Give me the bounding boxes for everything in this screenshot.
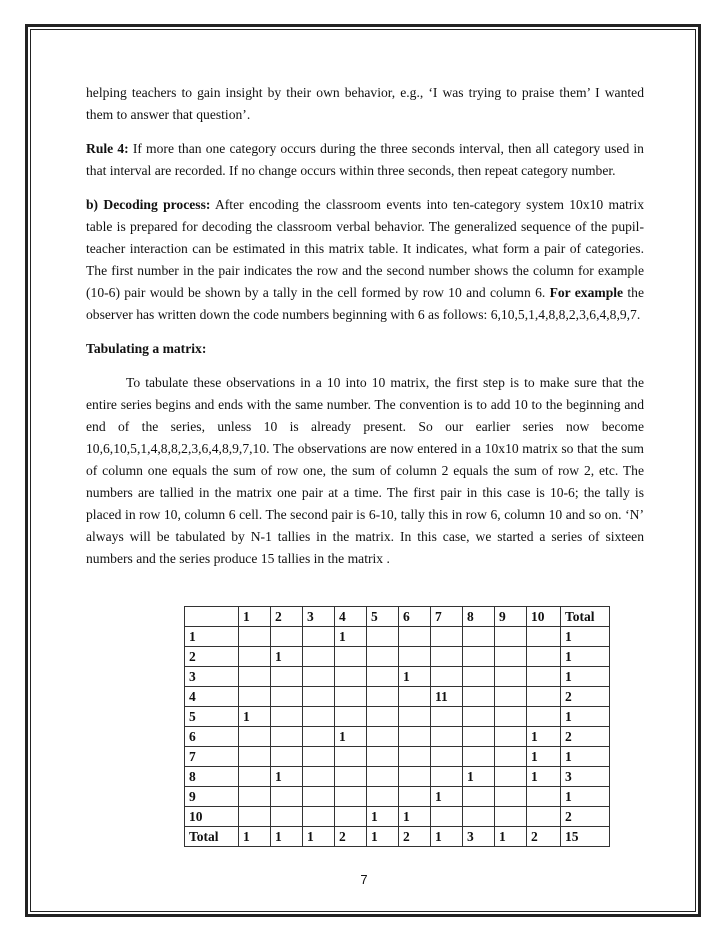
matrix-cell: 1 [239, 707, 271, 727]
matrix-cell: 1 [527, 727, 561, 747]
matrix-cell [399, 707, 431, 727]
paragraph-decoding [86, 194, 644, 326]
matrix-cell: 2 [527, 827, 561, 847]
matrix-cell [495, 727, 527, 747]
interaction-matrix-table [184, 606, 610, 847]
matrix-cell [527, 627, 561, 647]
matrix-cell: 1 [239, 827, 271, 847]
matrix-cell [239, 667, 271, 687]
matrix-cell: 2 [561, 807, 610, 827]
matrix-row-label: 9 [185, 787, 239, 807]
matrix-row-label: 7 [185, 747, 239, 767]
interaction-matrix-wrapper [184, 606, 610, 847]
matrix-cell [335, 767, 367, 787]
matrix-cell [303, 807, 335, 827]
rule-4-label: Rule 4: [86, 141, 129, 156]
matrix-cell [495, 747, 527, 767]
matrix-cell [335, 787, 367, 807]
matrix-row-label: 10 [185, 807, 239, 827]
matrix-cell [303, 687, 335, 707]
matrix-cell [303, 767, 335, 787]
matrix-header-cell: 1 [239, 607, 271, 627]
paragraph-rule-4 [86, 138, 644, 182]
matrix-header-row [185, 607, 610, 627]
matrix-cell [495, 627, 527, 647]
matrix-cell [271, 807, 303, 827]
matrix-cell [367, 787, 399, 807]
matrix-header-cell [185, 607, 239, 627]
decoding-label: b) Decoding process: [86, 197, 211, 212]
matrix-cell [399, 647, 431, 667]
matrix-cell: 1 [431, 787, 463, 807]
page-number: 7 [360, 872, 368, 887]
matrix-cell [239, 687, 271, 707]
matrix-cell [239, 807, 271, 827]
matrix-cell: 1 [527, 767, 561, 787]
matrix-row [185, 747, 610, 767]
matrix-cell [463, 647, 495, 667]
matrix-cell: 1 [495, 827, 527, 847]
matrix-cell [367, 647, 399, 667]
matrix-cell [495, 767, 527, 787]
matrix-row [185, 767, 610, 787]
matrix-cell: 1 [399, 807, 431, 827]
matrix-cell [367, 667, 399, 687]
decoding-text-2: the observer has written down the code numbers beginning with 6 as follows: 6,10,5,1,4,8,8,2,3,6,4,8,9,7. [86, 285, 645, 322]
matrix-header-cell: 8 [463, 607, 495, 627]
matrix-cell [527, 667, 561, 687]
matrix-row-label: 3 [185, 667, 239, 687]
matrix-cell: 3 [561, 767, 610, 787]
tabulating-heading: Tabulating a matrix: [86, 341, 207, 356]
matrix-cell [271, 627, 303, 647]
matrix-cell [303, 707, 335, 727]
matrix-cell [463, 687, 495, 707]
matrix-row-label: 8 [185, 767, 239, 787]
matrix-cell [399, 687, 431, 707]
matrix-cell: 1 [561, 787, 610, 807]
matrix-cell [431, 627, 463, 647]
matrix-cell [399, 627, 431, 647]
matrix-cell [239, 627, 271, 647]
matrix-row [185, 807, 610, 827]
matrix-cell [527, 687, 561, 707]
matrix-cell [303, 627, 335, 647]
matrix-cell [495, 787, 527, 807]
matrix-cell: 1 [463, 767, 495, 787]
matrix-row [185, 827, 610, 847]
matrix-cell [495, 687, 527, 707]
matrix-row-label: 5 [185, 707, 239, 727]
matrix-cell [463, 787, 495, 807]
matrix-cell [335, 687, 367, 707]
matrix-cell [367, 687, 399, 707]
matrix-cell [463, 727, 495, 747]
matrix-cell [335, 807, 367, 827]
matrix-cell: 1 [367, 827, 399, 847]
matrix-cell: 1 [271, 647, 303, 667]
matrix-cell [399, 727, 431, 747]
matrix-header-cell: 10 [527, 607, 561, 627]
matrix-cell [303, 667, 335, 687]
matrix-cell [431, 807, 463, 827]
rule-4-text: If more than one category occurs during the three seconds interval, then all category used in that interval are recorded. If no change occurs within three seconds, then repeat category number. [86, 141, 644, 178]
matrix-cell: 11 [431, 687, 463, 707]
matrix-cell [431, 707, 463, 727]
matrix-row-label: 4 [185, 687, 239, 707]
matrix-row-label: 2 [185, 647, 239, 667]
matrix-row [185, 667, 610, 687]
matrix-row [185, 627, 610, 647]
matrix-cell [367, 707, 399, 727]
matrix-cell: 1 [335, 627, 367, 647]
matrix-header-cell: Total [561, 607, 610, 627]
matrix-cell [303, 747, 335, 767]
matrix-cell [303, 787, 335, 807]
matrix-cell [271, 707, 303, 727]
matrix-cell [271, 667, 303, 687]
for-example-label: For example [549, 285, 624, 300]
matrix-cell: 1 [561, 747, 610, 767]
matrix-cell [335, 747, 367, 767]
matrix-cell [431, 747, 463, 767]
matrix-cell [431, 727, 463, 747]
matrix-cell: 1 [527, 747, 561, 767]
matrix-cell [367, 767, 399, 787]
paragraph-tabulating: To tabulate these observations in a 10 into 10 matrix, the first step is to make sure that the entire series begins and ends with the same number. The convention is to add 10 to the beginning and end of the series, unless 10 is already present. So our earlier series now become 10,6,10,5,1,4,8,8,2,3,6,4,8,9,7,10. The observations are now entered in a 10x10 matrix so that the sum of column one equals the sum of row one, the sum of column 2 equals the sum of row 2, etc. The numbers are tallied in the matrix one pair at a time. The first pair in this case is 10-6; the tally is placed in row 10, column 6 cell. The second pair is 6-10, tally this in row 6, column 10 and so on. ‘N’ always will be tabulated by N-1 tallies in the matrix. In this case, we started a series of sixteen numbers and the series produce 15 tallies in the matrix . [86, 375, 644, 566]
matrix-row [185, 647, 610, 667]
matrix-cell: 3 [463, 827, 495, 847]
matrix-cell [527, 787, 561, 807]
matrix-cell: 1 [561, 667, 610, 687]
matrix-cell: 1 [303, 827, 335, 847]
matrix-cell: 1 [367, 807, 399, 827]
matrix-cell [239, 647, 271, 667]
matrix-cell [495, 667, 527, 687]
matrix-cell [271, 747, 303, 767]
matrix-cell [239, 767, 271, 787]
matrix-cell [271, 687, 303, 707]
matrix-cell [463, 667, 495, 687]
matrix-cell [303, 647, 335, 667]
matrix-row-label: 6 [185, 727, 239, 747]
matrix-cell: 1 [561, 647, 610, 667]
matrix-cell: 2 [399, 827, 431, 847]
matrix-cell [463, 807, 495, 827]
matrix-cell: 1 [271, 827, 303, 847]
matrix-row [185, 787, 610, 807]
matrix-cell [527, 807, 561, 827]
matrix-cell: 15 [561, 827, 610, 847]
matrix-header-cell: 4 [335, 607, 367, 627]
matrix-header-cell: 7 [431, 607, 463, 627]
matrix-cell [239, 727, 271, 747]
matrix-cell: 1 [335, 727, 367, 747]
matrix-cell [399, 787, 431, 807]
matrix-row [185, 727, 610, 747]
matrix-header-cell: 6 [399, 607, 431, 627]
matrix-cell [527, 647, 561, 667]
matrix-header-cell: 3 [303, 607, 335, 627]
matrix-cell: 2 [561, 727, 610, 747]
decoding-text-1: After encoding the classroom events into ten-category system 10x10 matrix table is prepared for decoding the classroom verbal behavior. The generalized sequence of the pupil-teacher interaction can be estimated in this matrix table. It indicates, what form a pair of categories. The first number in the pair indicates the row and the second number shows the column for example (10-6) pair would be shown by a tally in the cell formed by row 10 and column 6. [86, 197, 644, 300]
matrix-cell [335, 707, 367, 727]
matrix-row [185, 707, 610, 727]
matrix-cell [303, 727, 335, 747]
matrix-row [185, 687, 610, 707]
matrix-row-label: 1 [185, 627, 239, 647]
matrix-cell [463, 627, 495, 647]
matrix-cell [463, 707, 495, 727]
matrix-cell [399, 747, 431, 767]
matrix-header-cell: 2 [271, 607, 303, 627]
paragraph-intro: helping teachers to gain insight by their own behavior, e.g., ‘I was trying to praise them’ I wanted them to answer that question’. [86, 85, 644, 122]
matrix-cell [495, 647, 527, 667]
matrix-cell: 1 [561, 627, 610, 647]
matrix-cell [335, 647, 367, 667]
matrix-cell: 1 [561, 707, 610, 727]
matrix-cell: 1 [431, 827, 463, 847]
matrix-cell: 1 [271, 767, 303, 787]
matrix-cell [495, 807, 527, 827]
matrix-cell [495, 707, 527, 727]
matrix-cell [463, 747, 495, 767]
matrix-header-cell: 9 [495, 607, 527, 627]
matrix-cell: 1 [399, 667, 431, 687]
matrix-cell [271, 787, 303, 807]
matrix-cell [431, 647, 463, 667]
matrix-cell [335, 667, 367, 687]
page-body [86, 82, 644, 570]
matrix-cell [367, 747, 399, 767]
matrix-cell [367, 727, 399, 747]
matrix-row-label: Total [185, 827, 239, 847]
matrix-cell [527, 707, 561, 727]
matrix-header-cell: 5 [367, 607, 399, 627]
matrix-cell [239, 787, 271, 807]
matrix-cell [431, 667, 463, 687]
matrix-cell: 2 [561, 687, 610, 707]
matrix-cell [399, 767, 431, 787]
matrix-cell [367, 627, 399, 647]
matrix-cell [431, 767, 463, 787]
matrix-cell: 2 [335, 827, 367, 847]
matrix-cell [239, 747, 271, 767]
matrix-cell [271, 727, 303, 747]
